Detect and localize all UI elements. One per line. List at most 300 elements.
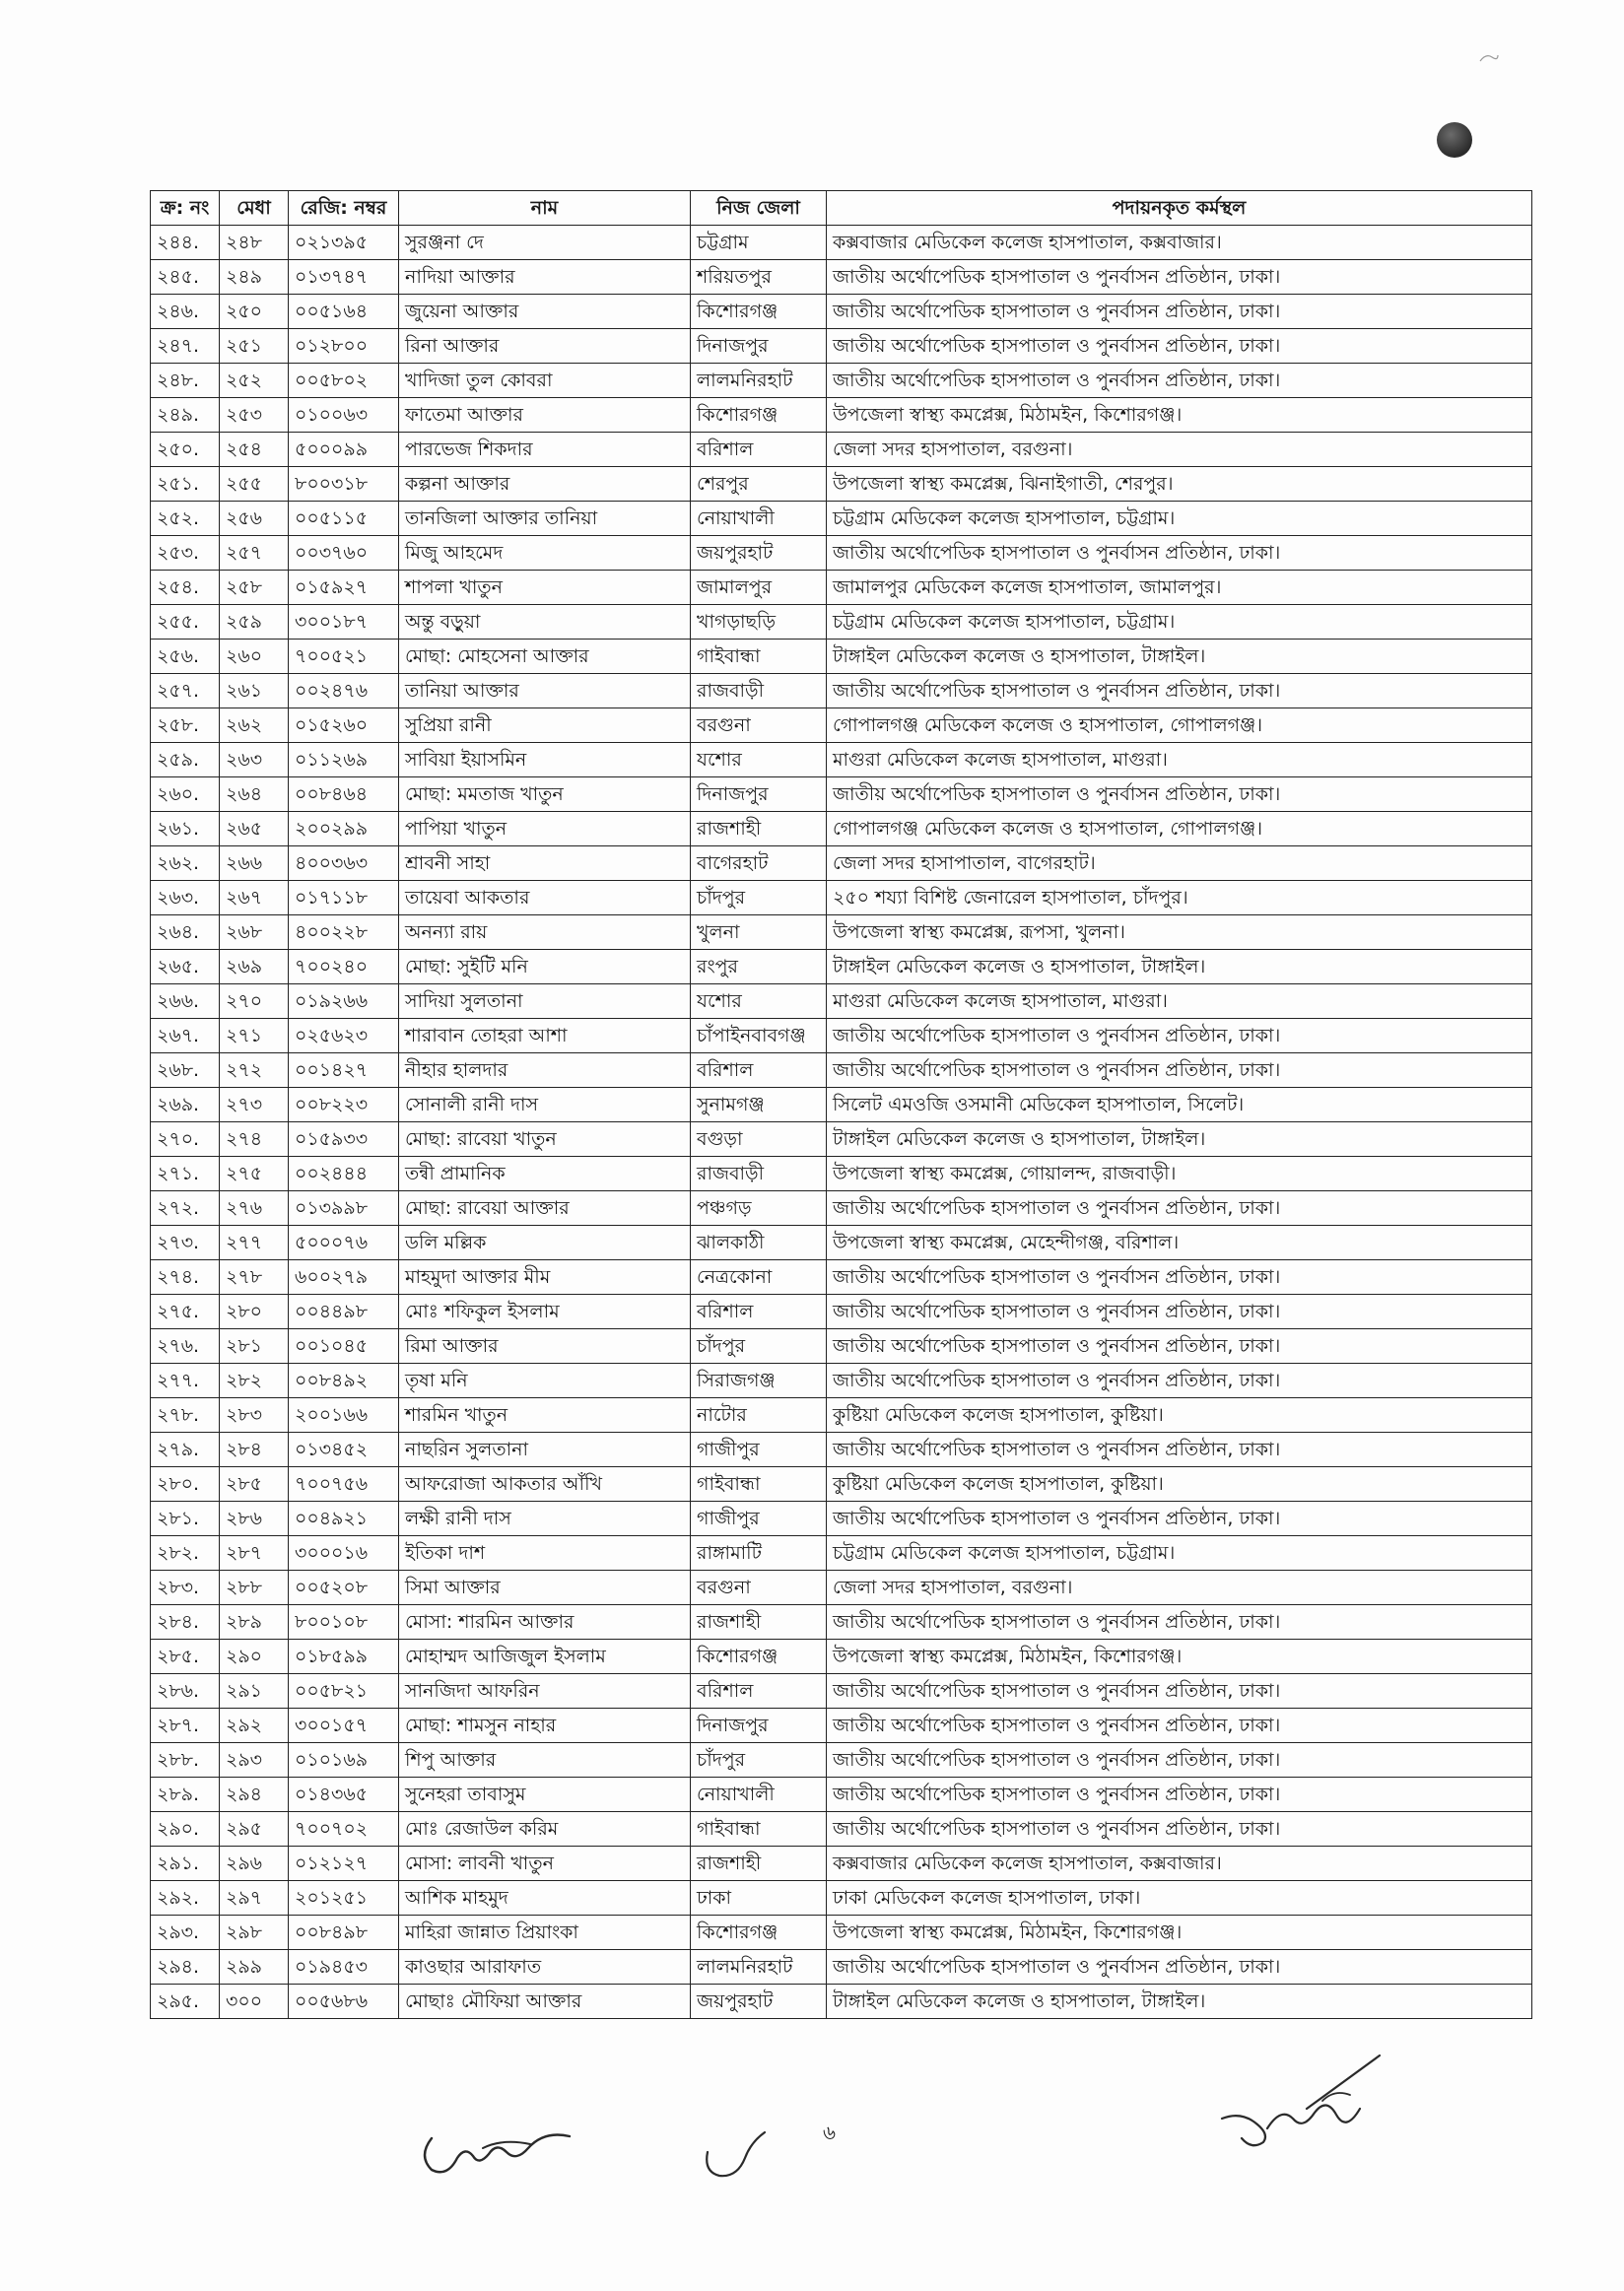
cell-name: ইতিকা দাশ xyxy=(399,1536,691,1571)
cell-merit: ২৯৭ xyxy=(220,1881,289,1916)
cell-serial: ২৯৫. xyxy=(151,1985,220,2019)
cell-serial: ২৬৬. xyxy=(151,984,220,1019)
cell-name: রিমা আক্তার xyxy=(399,1329,691,1364)
cell-home-district: রাঙ্গামাটি xyxy=(691,1536,827,1571)
cell-name: মোঃ রেজাউল করিম xyxy=(399,1812,691,1847)
table-row xyxy=(151,1226,1532,1260)
table-row xyxy=(151,398,1532,433)
cell-home-district: শরিয়তপুর xyxy=(691,260,827,295)
header-merit: মেধা xyxy=(220,191,289,226)
cell-registration: ০০৮২২৩ xyxy=(289,1088,399,1122)
cell-home-district: রাজশাহী xyxy=(691,812,827,846)
cell-serial: ২৫৫. xyxy=(151,605,220,640)
cell-serial: ২৪৯. xyxy=(151,398,220,433)
cell-registration: ০০৪৪৯৮ xyxy=(289,1295,399,1329)
cell-home-district: গাইবান্ধা xyxy=(691,1812,827,1847)
table-row xyxy=(151,674,1532,708)
table-row xyxy=(151,1640,1532,1674)
cell-home-district: রাজবাড়ী xyxy=(691,1157,827,1191)
cell-name: সিমা আক্তার xyxy=(399,1571,691,1605)
cell-home-district: নোয়াখালী xyxy=(691,1778,827,1812)
cell-merit: ২৬৮ xyxy=(220,915,289,950)
table-row xyxy=(151,571,1532,605)
cell-posting-place: সিলেট এমওজি ওসমানী মেডিকেল হাসপাতাল, সিলেট। xyxy=(827,1088,1532,1122)
cell-merit: ২৫৯ xyxy=(220,605,289,640)
cell-name: অনন্যা রায় xyxy=(399,915,691,950)
cell-registration: ০২৫৬২৩ xyxy=(289,1019,399,1053)
cell-home-district: রাজশাহী xyxy=(691,1605,827,1640)
header-serial: ক্র: নং xyxy=(151,191,220,226)
cell-merit: ২৭৫ xyxy=(220,1157,289,1191)
cell-name: পারভেজ শিকদার xyxy=(399,433,691,467)
cell-serial: ২৬৮. xyxy=(151,1053,220,1088)
cell-home-district: গাজীপুর xyxy=(691,1433,827,1467)
cell-merit: ২৫৬ xyxy=(220,502,289,536)
cell-merit: ২৬৯ xyxy=(220,950,289,984)
cell-posting-place: জামালপুর মেডিকেল কলেজ হাসপাতাল, জামালপুর। xyxy=(827,571,1532,605)
cell-name: কল্পনা আক্তার xyxy=(399,467,691,502)
table-row xyxy=(151,640,1532,674)
cell-registration: ০০২৪৭৬ xyxy=(289,674,399,708)
cell-home-district: পঞ্চগড় xyxy=(691,1191,827,1226)
table-row xyxy=(151,984,1532,1019)
cell-home-district: চট্টগ্রাম xyxy=(691,226,827,260)
table-row xyxy=(151,743,1532,777)
cell-home-district: জামালপুর xyxy=(691,571,827,605)
cell-registration: ০১৭১১৮ xyxy=(289,881,399,915)
cell-home-district: বরিশাল xyxy=(691,1295,827,1329)
table-row xyxy=(151,812,1532,846)
cell-registration: ৩০০১৮৭ xyxy=(289,605,399,640)
cell-home-district: কিশোরগঞ্জ xyxy=(691,1640,827,1674)
cell-merit: ২৭৬ xyxy=(220,1191,289,1226)
cell-registration: ০০৫২০৮ xyxy=(289,1571,399,1605)
cell-serial: ২৭৬. xyxy=(151,1329,220,1364)
cell-name: খাদিজা তুল কোবরা xyxy=(399,364,691,398)
cell-name: পাপিয়া খাতুন xyxy=(399,812,691,846)
cell-registration: ০০৮৪৯২ xyxy=(289,1364,399,1398)
table-row xyxy=(151,1812,1532,1847)
cell-posting-place: জাতীয় অর্থোপেডিক হাসপাতাল ও পুনর্বাসন প্রতিষ্ঠান, ঢাকা। xyxy=(827,295,1532,329)
cell-home-district: নাটোর xyxy=(691,1398,827,1433)
cell-registration: ২০০২৯৯ xyxy=(289,812,399,846)
table-row xyxy=(151,1053,1532,1088)
cell-serial: ২৯২. xyxy=(151,1881,220,1916)
cell-registration: ০০১০৪৫ xyxy=(289,1329,399,1364)
cell-merit: ২৬১ xyxy=(220,674,289,708)
cell-name: ডলি মল্লিক xyxy=(399,1226,691,1260)
cell-merit: ২৫৭ xyxy=(220,536,289,571)
cell-home-district: রাজশাহী xyxy=(691,1847,827,1881)
cell-serial: ২৭৭. xyxy=(151,1364,220,1398)
table-row xyxy=(151,1743,1532,1778)
cell-merit: ২৮১ xyxy=(220,1329,289,1364)
cell-serial: ২৪৬. xyxy=(151,295,220,329)
cell-home-district: বাগেরহাট xyxy=(691,846,827,881)
cell-registration: ০১৫৯৩৩ xyxy=(289,1122,399,1157)
cell-posting-place: জাতীয় অর্থোপেডিক হাসপাতাল ও পুনর্বাসন প্রতিষ্ঠান, ঢাকা। xyxy=(827,1502,1532,1536)
cell-merit: ২৯৮ xyxy=(220,1916,289,1950)
cell-posting-place: উপজেলা স্বাস্থ্য কমপ্লেক্স, রূপসা, খুলনা। xyxy=(827,915,1532,950)
cell-merit: ২৭৩ xyxy=(220,1088,289,1122)
cell-registration: ০০৫১৬৪ xyxy=(289,295,399,329)
header-posting-place: পদায়নকৃত কর্মস্থল xyxy=(827,191,1532,226)
header-home-district: নিজ জেলা xyxy=(691,191,827,226)
cell-registration: ০০৪৯২১ xyxy=(289,1502,399,1536)
cell-merit: ২৪৮ xyxy=(220,226,289,260)
cell-posting-place: উপজেলা স্বাস্থ্য কমপ্লেক্স, ঝিনাইগাতী, শেরপুর। xyxy=(827,467,1532,502)
cell-registration: ০১১২৬৯ xyxy=(289,743,399,777)
cell-registration: ০০৫৬৮৬ xyxy=(289,1985,399,2019)
cell-serial: ২৮২. xyxy=(151,1536,220,1571)
cell-name: মোছা: মমতাজ খাতুন xyxy=(399,777,691,812)
cell-registration: ০১৫৯২৭ xyxy=(289,571,399,605)
cell-merit: ২৭০ xyxy=(220,984,289,1019)
cell-home-district: যশোর xyxy=(691,984,827,1019)
cell-registration: ০২১৩৯৫ xyxy=(289,226,399,260)
cell-posting-place: কুষ্টিয়া মেডিকেল কলেজ হাসপাতাল, কুষ্টিয়া। xyxy=(827,1398,1532,1433)
table-row xyxy=(151,915,1532,950)
cell-merit: ২৮০ xyxy=(220,1295,289,1329)
cell-merit: ২৯৯ xyxy=(220,1950,289,1985)
cell-registration: ০১৩৯৯৮ xyxy=(289,1191,399,1226)
cell-registration: ০০৫৮২১ xyxy=(289,1674,399,1709)
cell-serial: ২৪৫. xyxy=(151,260,220,295)
cell-serial: ২৫২. xyxy=(151,502,220,536)
cell-posting-place: জাতীয় অর্থোপেডিক হাসপাতাল ও পুনর্বাসন প্রতিষ্ঠান, ঢাকা। xyxy=(827,1364,1532,1398)
cell-name: নাছরিন সুলতানা xyxy=(399,1433,691,1467)
cell-name: আফরোজা আকতার আঁখি xyxy=(399,1467,691,1502)
cell-merit: ২৯৩ xyxy=(220,1743,289,1778)
cell-serial: ২৮৯. xyxy=(151,1778,220,1812)
cell-registration: ০১০১৬৯ xyxy=(289,1743,399,1778)
cell-merit: ২৬৬ xyxy=(220,846,289,881)
cell-registration: ০০৮৪৯৮ xyxy=(289,1916,399,1950)
cell-merit: ২৫৪ xyxy=(220,433,289,467)
cell-merit: ২৬২ xyxy=(220,708,289,743)
cell-home-district: শেরপুর xyxy=(691,467,827,502)
cell-name: সুরঞ্জনা দে xyxy=(399,226,691,260)
cell-registration: ৭০০৭৫৬ xyxy=(289,1467,399,1502)
cell-registration: ৫০০০৭৬ xyxy=(289,1226,399,1260)
table-row xyxy=(151,1260,1532,1295)
cell-serial: ২৭৪. xyxy=(151,1260,220,1295)
cell-merit: ২৯২ xyxy=(220,1709,289,1743)
cell-home-district: ঝালকাঠী xyxy=(691,1226,827,1260)
table-row xyxy=(151,1571,1532,1605)
cell-registration: ০১৫২৬০ xyxy=(289,708,399,743)
table-row xyxy=(151,329,1532,364)
cell-home-district: জয়পুরহাট xyxy=(691,1985,827,2019)
cell-posting-place: টাঙ্গাইল মেডিকেল কলেজ ও হাসপাতাল, টাঙ্গাইল। xyxy=(827,1122,1532,1157)
cell-registration: ০১২৮০০ xyxy=(289,329,399,364)
cell-serial: ২৬২. xyxy=(151,846,220,881)
cell-home-district: জয়পুরহাট xyxy=(691,536,827,571)
cell-merit: ২৭৮ xyxy=(220,1260,289,1295)
cell-merit: ২৯০ xyxy=(220,1640,289,1674)
cell-registration: ০০১৪২৭ xyxy=(289,1053,399,1088)
table-row xyxy=(151,1467,1532,1502)
cell-serial: ২৯৪. xyxy=(151,1950,220,1985)
cell-registration: ০০৫১১৫ xyxy=(289,502,399,536)
table-row xyxy=(151,1364,1532,1398)
cell-home-district: সুনামগঞ্জ xyxy=(691,1088,827,1122)
cell-registration: ০১২১২৭ xyxy=(289,1847,399,1881)
cell-posting-place: ২৫০ শয্যা বিশিষ্ট জেনারেল হাসপাতাল, চাঁদপুর। xyxy=(827,881,1532,915)
cell-posting-place: চট্টগ্রাম মেডিকেল কলেজ হাসপাতাল, চট্টগ্রাম। xyxy=(827,502,1532,536)
cell-registration: ০১৯২৬৬ xyxy=(289,984,399,1019)
cell-serial: ২৮১. xyxy=(151,1502,220,1536)
cell-posting-place: টাঙ্গাইল মেডিকেল কলেজ ও হাসপাতাল, টাঙ্গাইল। xyxy=(827,640,1532,674)
cell-registration: ৩০০০১৬ xyxy=(289,1536,399,1571)
table-row xyxy=(151,1088,1532,1122)
cell-registration: ০০২৪৪৪ xyxy=(289,1157,399,1191)
cell-home-district: বরগুনা xyxy=(691,1571,827,1605)
cell-posting-place: কক্সবাজার মেডিকেল কলেজ হাসপাতাল, কক্সবাজার। xyxy=(827,1847,1532,1881)
cell-serial: ২৭৫. xyxy=(151,1295,220,1329)
cell-name: সানজিদা আফরিন xyxy=(399,1674,691,1709)
table-row xyxy=(151,1502,1532,1536)
cell-home-district: নোয়াখালী xyxy=(691,502,827,536)
cell-registration: ৮০০১০৮ xyxy=(289,1605,399,1640)
cell-serial: ২৬৭. xyxy=(151,1019,220,1053)
cell-name: লক্ষী রানী দাস xyxy=(399,1502,691,1536)
cell-name: সাদিয়া সুলতানা xyxy=(399,984,691,1019)
table-row xyxy=(151,1536,1532,1571)
cell-posting-place: টাঙ্গাইল মেডিকেল কলেজ ও হাসপাতাল, টাঙ্গাইল। xyxy=(827,1985,1532,2019)
cell-serial: ২৭৯. xyxy=(151,1433,220,1467)
cell-posting-place: উপজেলা স্বাস্থ্য কমপ্লেক্স, মেহেন্দীগঞ্জ, বরিশাল। xyxy=(827,1226,1532,1260)
cell-serial: ২৮৮. xyxy=(151,1743,220,1778)
cell-name: নাদিয়া আক্তার xyxy=(399,260,691,295)
cell-name: শ্রাবনী সাহা xyxy=(399,846,691,881)
cell-registration: ৭০০২৪০ xyxy=(289,950,399,984)
cell-name: মিজু আহমেদ xyxy=(399,536,691,571)
signature-mark-middle xyxy=(700,2119,778,2188)
table-row xyxy=(151,1950,1532,1985)
page-number: ৬ xyxy=(823,2121,837,2144)
cell-merit: ২৮৭ xyxy=(220,1536,289,1571)
cell-name: মোছা: রাবেয়া আক্তার xyxy=(399,1191,691,1226)
cell-merit: ২৫৩ xyxy=(220,398,289,433)
table-row xyxy=(151,1122,1532,1157)
cell-name: নীহার হালদার xyxy=(399,1053,691,1088)
cell-posting-place: জাতীয় অর্থোপেডিক হাসপাতাল ও পুনর্বাসন প্রতিষ্ঠান, ঢাকা। xyxy=(827,1260,1532,1295)
cell-home-district: চাঁদপুর xyxy=(691,881,827,915)
cell-merit: ২৬০ xyxy=(220,640,289,674)
cell-merit: ২৫৮ xyxy=(220,571,289,605)
cell-serial: ২৫৩. xyxy=(151,536,220,571)
cell-serial: ২৮০. xyxy=(151,1467,220,1502)
cell-home-district: গাইবান্ধা xyxy=(691,1467,827,1502)
cell-posting-place: জাতীয় অর্থোপেডিক হাসপাতাল ও পুনর্বাসন প্রতিষ্ঠান, ঢাকা। xyxy=(827,1329,1532,1364)
cell-posting-place: জাতীয় অর্থোপেডিক হাসপাতাল ও পুনর্বাসন প্রতিষ্ঠান, ঢাকা। xyxy=(827,536,1532,571)
cell-registration: ৪০০২২৮ xyxy=(289,915,399,950)
cell-serial: ২৫৯. xyxy=(151,743,220,777)
cell-serial: ২৫০. xyxy=(151,433,220,467)
cell-posting-place: উপজেলা স্বাস্থ্য কমপ্লেক্স, মিঠামইন, কিশোরগঞ্জ। xyxy=(827,398,1532,433)
cell-registration: ৪০০৩৬৩ xyxy=(289,846,399,881)
cell-serial: ২৫৪. xyxy=(151,571,220,605)
cell-posting-place: জাতীয় অর্থোপেডিক হাসপাতাল ও পুনর্বাসন প্রতিষ্ঠান, ঢাকা। xyxy=(827,329,1532,364)
cell-merit: ২৫০ xyxy=(220,295,289,329)
cell-registration: ৭০০৫২১ xyxy=(289,640,399,674)
table-row xyxy=(151,536,1532,571)
cell-home-district: যশোর xyxy=(691,743,827,777)
cell-name: তানজিলা আক্তার তানিয়া xyxy=(399,502,691,536)
scan-smudge-mark xyxy=(1478,51,1500,65)
table-row xyxy=(151,1157,1532,1191)
table-row xyxy=(151,1329,1532,1364)
table-row xyxy=(151,1191,1532,1226)
cell-merit: ২৮২ xyxy=(220,1364,289,1398)
cell-home-district: রাজবাড়ী xyxy=(691,674,827,708)
cell-name: তৃষা মনি xyxy=(399,1364,691,1398)
cell-posting-place: মাগুরা মেডিকেল কলেজ হাসপাতাল, মাগুরা। xyxy=(827,743,1532,777)
table-row xyxy=(151,295,1532,329)
cell-name: তায়েবা আকতার xyxy=(399,881,691,915)
cell-name: মোসা: লাবনী খাতুন xyxy=(399,1847,691,1881)
cell-posting-place: উপজেলা স্বাস্থ্য কমপ্লেক্স, গোয়ালন্দ, রাজবাড়ী। xyxy=(827,1157,1532,1191)
cell-registration: ০১৮৫৯৯ xyxy=(289,1640,399,1674)
cell-home-district: বরিশাল xyxy=(691,433,827,467)
cell-name: তানিয়া আক্তার xyxy=(399,674,691,708)
table-row xyxy=(151,1881,1532,1916)
cell-registration: ০০৫৮০২ xyxy=(289,364,399,398)
cell-posting-place: উপজেলা স্বাস্থ্য কমপ্লেক্স, মিঠামইন, কিশোরগঞ্জ। xyxy=(827,1640,1532,1674)
cell-serial: ২৬১. xyxy=(151,812,220,846)
cell-merit: ২৭১ xyxy=(220,1019,289,1053)
cell-posting-place: জেলা সদর হাসপাতাল, বরগুনা। xyxy=(827,433,1532,467)
cell-home-district: বরিশাল xyxy=(691,1053,827,1088)
cell-posting-place: চট্টগ্রাম মেডিকেল কলেজ হাসপাতাল, চট্টগ্রাম। xyxy=(827,1536,1532,1571)
cell-merit: ২৬৩ xyxy=(220,743,289,777)
table-row xyxy=(151,260,1532,295)
table-row xyxy=(151,364,1532,398)
cell-serial: ২৫৭. xyxy=(151,674,220,708)
table-row xyxy=(151,226,1532,260)
cell-registration: ০১৩৭৪৭ xyxy=(289,260,399,295)
cell-name: শিপু আক্তার xyxy=(399,1743,691,1778)
table-row xyxy=(151,881,1532,915)
cell-merit: ২৫১ xyxy=(220,329,289,364)
cell-serial: ২৭২. xyxy=(151,1191,220,1226)
cell-serial: ২৭৮. xyxy=(151,1398,220,1433)
table-row xyxy=(151,846,1532,881)
cell-serial: ২৯৩. xyxy=(151,1916,220,1950)
cell-merit: ২৯৪ xyxy=(220,1778,289,1812)
cell-serial: ২৮৩. xyxy=(151,1571,220,1605)
cell-posting-place: জাতীয় অর্থোপেডিক হাসপাতাল ও পুনর্বাসন প্রতিষ্ঠান, ঢাকা। xyxy=(827,674,1532,708)
cell-serial: ২৪৭. xyxy=(151,329,220,364)
cell-name: আশিক মাহমুদ xyxy=(399,1881,691,1916)
cell-serial: ২৯০. xyxy=(151,1812,220,1847)
cell-serial: ২৫৬. xyxy=(151,640,220,674)
cell-merit: ২৮৩ xyxy=(220,1398,289,1433)
cell-serial: ২৬০. xyxy=(151,777,220,812)
cell-merit: ২৬৪ xyxy=(220,777,289,812)
cell-registration: ৬০০২৭৯ xyxy=(289,1260,399,1295)
cell-posting-place: জাতীয় অর্থোপেডিক হাসপাতাল ও পুনর্বাসন প্রতিষ্ঠান, ঢাকা। xyxy=(827,1709,1532,1743)
cell-posting-place: গোপালগঞ্জ মেডিকেল কলেজ ও হাসপাতাল, গোপালগঞ্জ। xyxy=(827,812,1532,846)
table-row xyxy=(151,1605,1532,1640)
cell-home-district: কিশোরগঞ্জ xyxy=(691,295,827,329)
cell-name: সুপ্রিয়া রানী xyxy=(399,708,691,743)
cell-merit: ২৯৫ xyxy=(220,1812,289,1847)
cell-serial: ২৪৪. xyxy=(151,226,220,260)
cell-merit: ২৮৮ xyxy=(220,1571,289,1605)
cell-registration: ৩০০১৫৭ xyxy=(289,1709,399,1743)
cell-home-district: বগুড়া xyxy=(691,1122,827,1157)
signature-right xyxy=(1212,2050,1389,2158)
cell-posting-place: গোপালগঞ্জ মেডিকেল কলেজ ও হাসপাতাল, গোপালগঞ্জ। xyxy=(827,708,1532,743)
cell-posting-place: জাতীয় অর্থোপেডিক হাসপাতাল ও পুনর্বাসন প্রতিষ্ঠান, ঢাকা। xyxy=(827,1433,1532,1467)
cell-merit: ২৭৪ xyxy=(220,1122,289,1157)
cell-posting-place: জাতীয় অর্থোপেডিক হাসপাতাল ও পুনর্বাসন প্রতিষ্ঠান, ঢাকা। xyxy=(827,364,1532,398)
cell-merit: ২৯১ xyxy=(220,1674,289,1709)
cell-merit: ২৪৯ xyxy=(220,260,289,295)
cell-registration: ৫০০০৯৯ xyxy=(289,433,399,467)
cell-merit: ২৫৫ xyxy=(220,467,289,502)
cell-serial: ২৫১. xyxy=(151,467,220,502)
cell-merit: ২৮৯ xyxy=(220,1605,289,1640)
cell-home-district: কিশোরগঞ্জ xyxy=(691,398,827,433)
cell-posting-place: জাতীয় অর্থোপেডিক হাসপাতাল ও পুনর্বাসন প্রতিষ্ঠান, ঢাকা। xyxy=(827,1053,1532,1088)
cell-serial: ২৭১. xyxy=(151,1157,220,1191)
cell-posting-place: কক্সবাজার মেডিকেল কলেজ হাসপাতাল, কক্সবাজার। xyxy=(827,226,1532,260)
cell-serial: ২৬৫. xyxy=(151,950,220,984)
cell-posting-place: জাতীয় অর্থোপেডিক হাসপাতাল ও পুনর্বাসন প্রতিষ্ঠান, ঢাকা। xyxy=(827,1674,1532,1709)
table-row xyxy=(151,1433,1532,1467)
cell-name: সুনেহরা তাবাসুম xyxy=(399,1778,691,1812)
cell-merit: ২৮৬ xyxy=(220,1502,289,1536)
cell-home-district: সিরাজগঞ্জ xyxy=(691,1364,827,1398)
cell-serial: ২৭০. xyxy=(151,1122,220,1157)
table-row xyxy=(151,433,1532,467)
cell-name: মাহমুদা আক্তার মীম xyxy=(399,1260,691,1295)
cell-serial: ২৮৫. xyxy=(151,1640,220,1674)
table-row xyxy=(151,708,1532,743)
cell-posting-place: জেলা সদর হাসাপাতাল, বাগেরহাট। xyxy=(827,846,1532,881)
header-registration: রেজি: নম্বর xyxy=(289,191,399,226)
cell-posting-place: জাতীয় অর্থোপেডিক হাসপাতাল ও পুনর্বাসন প্রতিষ্ঠান, ঢাকা। xyxy=(827,1778,1532,1812)
cell-name: মাহিরা জান্নাত প্রিয়াংকা xyxy=(399,1916,691,1950)
cell-name: অন্তু বড়ুয়া xyxy=(399,605,691,640)
cell-home-district: খাগড়াছড়ি xyxy=(691,605,827,640)
cell-merit: ২৮৫ xyxy=(220,1467,289,1502)
cell-home-district: খুলনা xyxy=(691,915,827,950)
cell-merit: ২৮৪ xyxy=(220,1433,289,1467)
cell-home-district: বরিশাল xyxy=(691,1674,827,1709)
cell-posting-place: জেলা সদর হাসপাতাল, বরগুনা। xyxy=(827,1571,1532,1605)
table-row xyxy=(151,1709,1532,1743)
table-body xyxy=(151,226,1532,2019)
cell-serial: ২৭৩. xyxy=(151,1226,220,1260)
table-row xyxy=(151,1778,1532,1812)
table-header-row xyxy=(151,191,1532,226)
cell-registration: ৮০০৩১৮ xyxy=(289,467,399,502)
cell-posting-place: মাগুরা মেডিকেল কলেজ হাসপাতাল, মাগুরা। xyxy=(827,984,1532,1019)
cell-home-district: নেত্রকোনা xyxy=(691,1260,827,1295)
cell-serial: ২৯১. xyxy=(151,1847,220,1881)
table-row xyxy=(151,1295,1532,1329)
cell-name: তন্বী প্রামানিক xyxy=(399,1157,691,1191)
cell-merit: ২৯৬ xyxy=(220,1847,289,1881)
cell-posting-place: জাতীয় অর্থোপেডিক হাসপাতাল ও পুনর্বাসন প্রতিষ্ঠান, ঢাকা। xyxy=(827,1812,1532,1847)
punch-hole-mark xyxy=(1437,122,1472,158)
cell-name: মোসা: শারমিন আক্তার xyxy=(399,1605,691,1640)
cell-home-district: চাঁদপুর xyxy=(691,1743,827,1778)
